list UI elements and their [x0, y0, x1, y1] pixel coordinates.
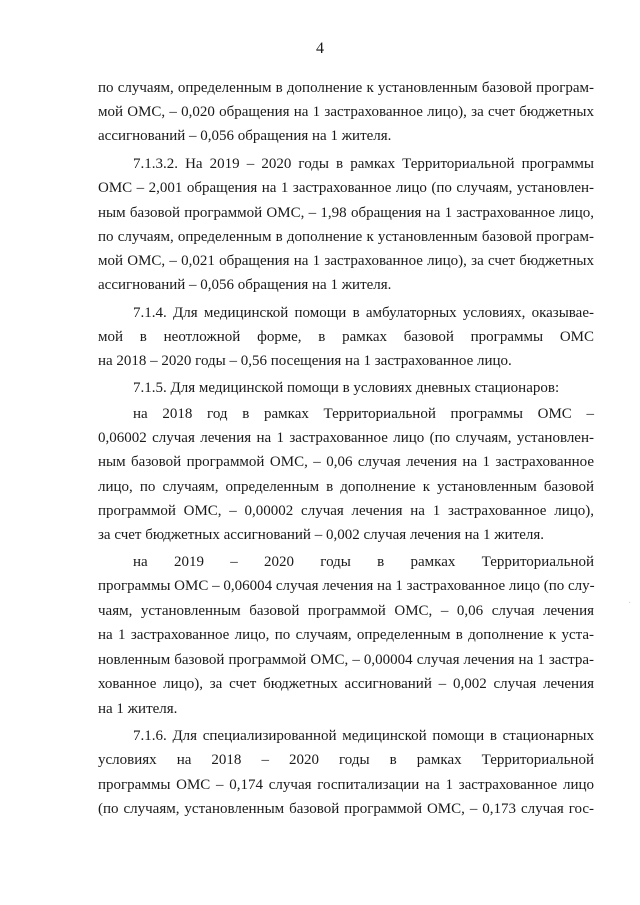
text-line: программы ОМС – 0,06004 случая лечения на 1 застрахованное лицо (по слу-: [98, 578, 595, 594]
text-line: на 1 жителя.: [98, 701, 178, 717]
text-line: лицо, по случаям, определенным в дополнение к установленным базовой: [98, 479, 594, 495]
text-line: чаям, установленным базовой программой ОМС, – 0,06 случая лечения: [98, 603, 594, 619]
text-line: программы ОМС – 0,174 случая госпитализации на 1 застрахованное лицо: [98, 777, 594, 793]
text-line: ным базовой программой ОМС, – 1,98 обращения на 1 застрахованное лицо,: [98, 205, 594, 221]
text-line: мой в неотложной форме, в рамках базовой программы ОМС: [98, 329, 594, 345]
text-line: по случаям, определенным в дополнение к установленным базовой програм-: [98, 229, 594, 245]
text-line: условиях на 2018 – 2020 годы в рамках Территориальной: [98, 752, 594, 768]
text-line: 7.1.5. Для медицинской помощи в условиях дневных стационаров:: [133, 380, 560, 396]
text-line: на 2018 – 2020 годы – 0,56 посещения на 1 застрахованное лицо.: [98, 353, 512, 369]
text-line: ным базовой программой ОМС, – 0,06 случая лечения на 1 застрахованное: [98, 454, 594, 470]
text-line: за счет бюджетных ассигнований – 0,002 случая лечения на 1 жителя.: [98, 527, 545, 543]
text-line: 7.1.6. Для специализированной медицинской помощи в стационарных: [133, 728, 594, 744]
text-line: 7.1.4. Для медицинской помощи в амбулаторных условиях, оказывае-: [133, 305, 594, 321]
text-line: программой ОМС, – 0,00002 случая лечения на 1 застрахованное лицо),: [98, 503, 594, 519]
text-line: новленным базовой программой ОМС, – 0,00004 случая лечения на 1 застра-: [98, 652, 594, 668]
text-line: по случаям, определенным в дополнение к установленным базовой програм-: [98, 80, 594, 96]
text-line: ОМС – 2,001 обращения на 1 застрахованное лицо (по случаям, установлен-: [98, 180, 594, 196]
text-line: ассигнований – 0,056 обращения на 1 жителя.: [98, 128, 392, 144]
text-line: 7.1.3.2. На 2019 – 2020 годы в рамках Территориальной программы: [133, 156, 594, 172]
text-line: на 2018 год в рамках Территориальной программы ОМС –: [133, 406, 594, 422]
text-line: (по случаям, установленным базовой программой ОМС, – 0,173 случая гос-: [98, 801, 594, 817]
text-line: на 2019 – 2020 годы в рамках Территориальной: [133, 554, 594, 570]
text-line: на 1 застрахованное лицо, по случаям, определенным в дополнение к уста-: [98, 627, 594, 643]
text-line: мой ОМС, – 0,021 обращения на 1 застрахованное лицо), за счет бюджетных: [98, 253, 594, 269]
text-line: хованное лицо), за счет бюджетных ассигнований – 0,002 случая лечения: [98, 676, 594, 692]
text-line: 0,06002 случая лечения на 1 застрахованное лицо (по случаям, установлен-: [98, 430, 594, 446]
text-line: ассигнований – 0,056 обращения на 1 жителя.: [98, 277, 392, 293]
page-number: 4: [316, 40, 324, 57]
scan-artifact: ·: [628, 598, 632, 609]
text-line: мой ОМС, – 0,020 обращения на 1 застрахованное лицо), за счет бюджетных: [98, 104, 594, 120]
